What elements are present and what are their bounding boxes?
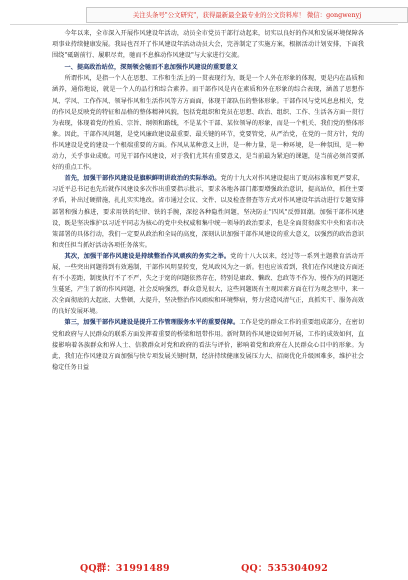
document-body [52, 28, 364, 373]
section-heading: 一、提高政治站位，深刻领会驰而不息加强作风建设的重要意义 [64, 64, 238, 72]
header-banner: 关注头条号"公文研究"，获得最新最全最专业的公文资料库！ 微信：gongwenyj [86, 7, 408, 23]
footer-qq-group: QQ群：31991489 [80, 563, 170, 574]
body-paragraph [52, 173, 364, 251]
body-paragraph: 所谓作风，是指一个人在思想、工作和生活上的一贯表现行为，既是一个人外在形象的体现，更是内在品质和涵养，通俗地说，就是一个人的品行和综合素养。而干部作风是内在素质和外在形象的综合表现，涵盖了思想作风、学风、工作作风、领导作风和生活作风等方方面面，体现干部队伍的整体形象。干部作风与党风息息相关，党的作风是反映党的特征和品格的整体精神风貌，包括党组织和党员在思想、政治、组织、工作、生活各方面一贯行为表现，体现着党的性质、宗旨、纲领和路线，不是某个干部、某位领导的形象，而是一个机关、我们党的整体形象。因此，干部作风问题，是党风廉政建设最重要、最关键的环节，党要管党，从严治党，在党的一贯方针，党的作风建设是党的建设一个根端重要的方面。作风从某种意义上讲，是一种力量，是一种环境，是一种氛围，是一种动力，关乎事业成败。可见干部作风建设，对于我们尤其有重要意义，是当前最为紧迫的课题，是当前必须首要抓好的重点工作。 [52, 75, 364, 172]
paragraph-text: 党的十九大对作风建设提出了更高标准和更严要求，习近平总书记也先后就作风建设多次作出重要指示批示，要求各地各部门都要增强政治意识，提高站位，抓住主要矛盾，补出过硬措施，扎扎实实地改。省市通过会议、文件、以及检查督查等方式对作风建设年活动进行专题安排部署和强力推进，要求用铁的纪律、铁的手腕，深挖各种隐性问题，坚决防止"四风"反弹回潮。加强干部作风建设，既是坚决维护以习近平同志为核心的党中央权威和集中统一领导的政治要求，也是全面贯彻落实中央和省市决策部署的具体行动，我们一定要从政治和全局的高度，深刻认识加强干部作风建设的重大意义，以强烈的政治意识和责任担当抓好活动各项任务落实。 [52, 175, 364, 249]
footer-qq: QQ：535304092 [241, 563, 328, 574]
paragraph-lead: 第三，加强干部作风建设是提升工作管理服务水平的重要保障。 [64, 319, 240, 327]
paragraph-text: 党的十八大以来，经过等一系列主题教育活动开展，一些突出问题得到有效遏制，干部作风明显转变，党风政风为之一新。但也应该看到，我们在作风建设方面还有不小差距，制度执行不了不严，失之于宽的问题依然存在，特别是庸政、懒政、怠政等不作为、慢作为的问题还生蔓延，产生了新的作风问题，社会反响强烈，群众意见很大，这些问题既有主观因素方面在行为观念里中，来一次全面彻底的大起底、大整顿，大提升，坚决整治作风顽疾和环境弊病，努力营造风清气正，真抓实干、服务高效的良好发展环境。 [52, 252, 365, 316]
body-paragraph [52, 317, 364, 372]
paragraph-text: 工作是党的群众工作的重要组成部分，在密切党和政府与人民群众的联系方面发挥着重要的桥梁和纽带作用。新时期的作风建设如何开展，工作的成效如何，直接影响着各族群众和界人士、信教群众对党和政府的看法与评价，影响着党和政府在人民群众心目中的形象。为此，我们在作风建设方面加强与快专项发展关键时期，经济持续健康发展压力大、招商优化升级困难多，维护社会稳定任务日益 [52, 319, 365, 371]
header-divider [10, 24, 398, 25]
intro-paragraph: 今年以来，全市深入开展作风建设年活动，动员全市党员干部行动起来，切实以良好的作风和发展环境保障各项事业持续健康发展。我局也召开了作风建设年活动动员大会，完善制定了实施方案，根据活动计划安排，下面我围绕"砥砺前行、履职尽责，驰而不息推动作风建设"与大家进行交流。 [52, 30, 364, 60]
footer-contact [0, 560, 408, 574]
paragraph-lead: 首先，加强干部作风建设是旗帜鲜明讲政治的实际举动。 [64, 175, 221, 183]
paragraph-lead: 其次，加强干部作风建设是持续整治作风顽疾的务实之举。 [64, 252, 231, 260]
body-paragraph [52, 251, 364, 318]
